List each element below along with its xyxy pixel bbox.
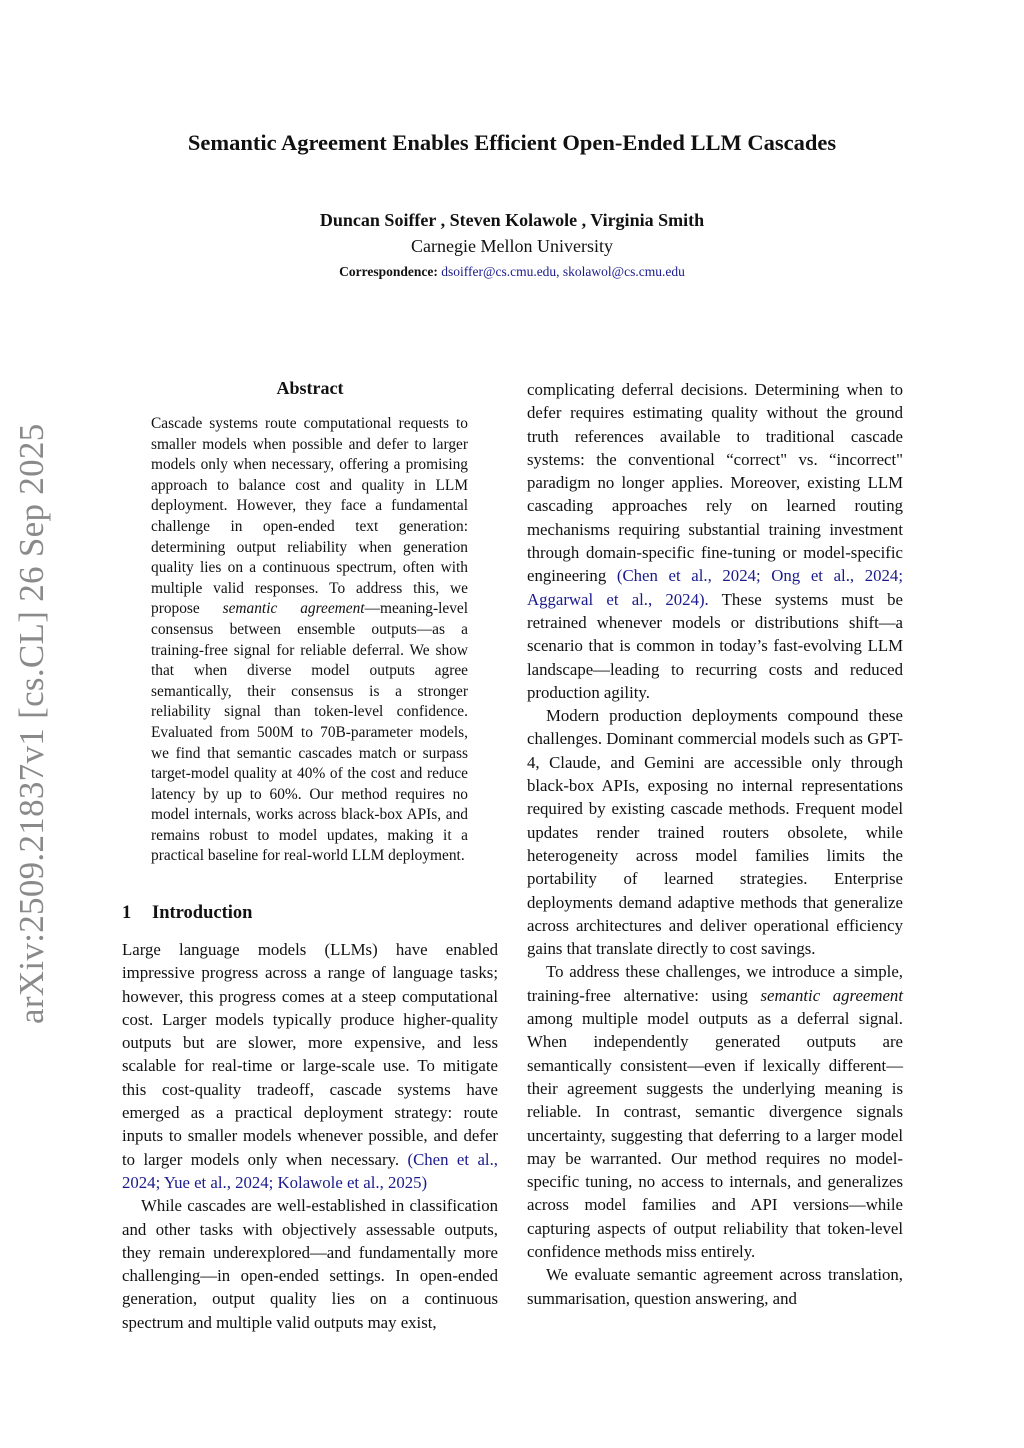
citation-link[interactable]: Kolawole et al., 2025: [277, 1172, 422, 1192]
paragraph-text: To address these challenges, we introduce a simple, training-free alternative: using: [527, 962, 903, 1005]
section-title: Introduction: [152, 903, 253, 923]
intro-paragraph-4: [527, 960, 903, 1263]
intro-paragraph-2-continued: [527, 378, 903, 704]
paragraph-text: Large language models (LLMs) have enabled impressive progress across a range of language tasks; however, this progress comes at a steep computational cost. Larger models typically produce higher-quality outputs but are slower, more expensive, and less scalable for real-time or large-scale use. To mitigate this cost-quality tradeoff, cascade systems have emerged as a practical deployment strategy: route inputs to smaller models whenever possible, and defer to larger models only when necessary.: [122, 940, 498, 1169]
citation-bracket: ).: [698, 589, 709, 609]
citation-separator: ;: [898, 566, 903, 586]
citation-link[interactable]: Ong et al., 2024: [771, 566, 899, 586]
citation-separator: ;: [268, 1172, 278, 1192]
citation-link[interactable]: Chen et al., 2024: [622, 566, 756, 586]
paragraph-text: among multiple model outputs as a deferral signal. When independently generated outputs are semantically consistent—even if lexically different—their agreement suggests the underlying meaning is reliable. In contrast, semantic divergence signals uncertainty, suggesting that deferring to a larger model may be warranted. Our method requires no model-specific tuning, no access to internals, and generalizes across model families and API versions—while capturing aspects of output reliability that token-level confidence methods miss entirely.: [527, 1009, 903, 1261]
citation-separator: ;: [755, 566, 772, 586]
citation-link[interactable]: Aggarwal et al., 2024: [527, 589, 699, 609]
correspondence-emails[interactable]: dsoiffer@cs.cmu.edu, skolawol@cs.cmu.edu: [441, 264, 685, 279]
abstract-heading: Abstract: [276, 378, 344, 398]
correspondence-line: [0, 264, 1024, 280]
intro-paragraph-5: We evaluate semantic agreement across translation, summarisation, question answering, and: [527, 1265, 903, 1308]
intro-paragraph-2: [122, 1194, 498, 1334]
citation-bracket: ): [421, 1172, 428, 1192]
abstract-text-1: Cascade systems route computational requests to smaller models when possible and defer to larger models only when necessary, offering a promising approach to balance cost and quality in LLM deployment. However, they face a fundamental challenge in open-ended text generation: determining output reliability when generation quality lies on a continuous spectrum, often with multiple valid responses. To address this, we propose: [151, 415, 468, 618]
citation-bracket: (: [407, 1149, 414, 1169]
arxiv-identifier-stamp: arXiv:2509.21837v1 [cs.CL] 26 Sep 2025: [12, 423, 51, 1024]
left-column-body: [122, 938, 498, 1334]
paragraph-text: These systems must be retrained whenever models or distributions shift—a scenario that is common in today’s fast-evolving LLM landscape—leading to recurring costs and reduced production agility.: [527, 589, 903, 702]
paragraph-text: complicating deferral decisions. Determining when to defer requires estimating quality without the ground truth references available to traditional cascade systems: the conventional “correct" vs. “incorrect" paradigm no longer applies. Moreover, existing LLM cascading approaches rely on learned routing mechanisms requiring substantial training investment through domain-specific fine-tuning or model-specific engineering: [527, 380, 903, 586]
abstract-body: [151, 414, 468, 867]
citation-separator: ;: [155, 1172, 164, 1192]
section-number: 1: [122, 903, 132, 923]
paper-title: Semantic Agreement Enables Efficient Open-Ended LLM Cascades: [187, 130, 837, 155]
abstract-emphasis: semantic agreement: [222, 600, 365, 618]
paragraph-text: While cascades are well-established in classification and other tasks with objectively assessable outputs, they remain underexplored—and fundamentally more challenging—in open-ended settings. In open-ended generation, output quality lies on a continuous spectrum and multiple valid outputs may exist,: [122, 1196, 498, 1332]
citation-bracket: (: [616, 566, 623, 586]
correspondence-label: Correspondence:: [339, 264, 438, 279]
citation-link[interactable]: Chen et al., 2024: [122, 1149, 498, 1192]
emphasis: semantic agreement: [760, 985, 903, 1005]
right-column-body: [527, 378, 903, 1310]
abstract-text-2: —meaning-level consensus between ensemble outputs—as a training-free signal for reliable deferral. We show that when diverse model outputs agree semantically, their consensus is a stronger reliability signal than token-level confidence. Evaluated from 500M to 70B-parameter models, we find that semantic cascades match or surpass target-model quality at 40% of the cost and reduce latency by up to 60%. Our method requires no model internals, works across black-box APIs, and remains robust to model updates, making it a practical baseline for real-world LLM deployment.: [151, 600, 468, 865]
intro-paragraph-3: Modern production deployments compound these challenges. Dominant commercial models such as GPT-4, Claude, and Gemini are accessible only through black-box APIs, exposing no internal representations required by existing cascade methods. Frequent model updates render trained routers obsolete, while heterogeneity across model families limits the portability of learned strategies. Enterprise deployments demand adaptive methods that generalize across architectures and deliver operational efficiency gains that translate directly to cost savings.: [527, 706, 903, 959]
section-heading-introduction: [122, 903, 252, 924]
citation-link[interactable]: Yue et al., 2024: [163, 1172, 269, 1192]
author-list: Duncan Soiffer , Steven Kolawole , Virginia Smith: [319, 210, 705, 230]
affiliation: Carnegie Mellon University: [411, 236, 613, 256]
intro-paragraph-1: [122, 938, 498, 1194]
